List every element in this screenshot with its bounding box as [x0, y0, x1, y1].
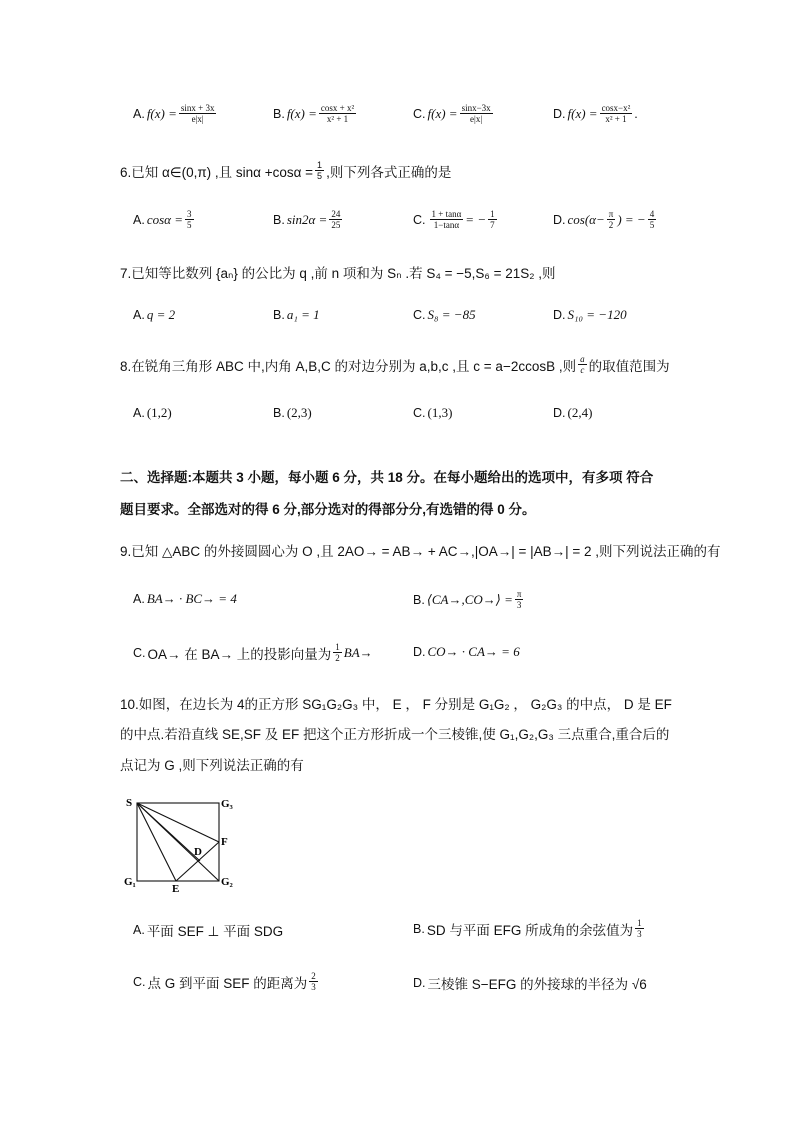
label-f: F [221, 836, 228, 848]
segment-sf [137, 803, 219, 842]
label-d: D [194, 846, 202, 858]
q6-option-a: A. cosα = $\frac{3}{5}$ [133, 209, 192, 230]
section-2-heading-cont: 题目要求。全部选对的得 6 分,部分选对的得部分分,有选错的得 0 分。 [120, 502, 536, 517]
section-2-heading: 二、选择题:本题共 3 小题，每小题 6 分，共 18 分。在每小题给出的选项中，有多项 符合 [120, 470, 654, 485]
segment-se [137, 803, 176, 881]
folded-square-figure [120, 792, 240, 896]
q5-option-a: A. f(x) = $\frac{\sin x + 3x}{e|x|}$ [133, 103, 215, 124]
q10-stem-line-2: 的中点.若沿直线 SE,SF 及 EF 把这个正方形折成一个三棱锥,使 G₁,G₂,G₃ 三点重合,重合后的 [120, 727, 670, 742]
q5-option-c: C. f(x) = $\frac{\sin x-3x}{e|x|}$ [413, 103, 491, 124]
q7-option-c: C. S₈ = −85 [413, 307, 476, 322]
q10-option-d: D. 三棱锥 S−EFG 的外接球的半径为 √6 [413, 976, 647, 992]
q7-option-d: D. S₁₀ = −120 [553, 307, 627, 322]
q5-option-b: B. f(x) = $\frac{\text{cosx + x²}}{\text{x² + 1}}$ [273, 103, 355, 124]
q9-option-c: C. OA→ 在 BA→ 上的投影向量为 $\frac{1}{2}$ BA→ [133, 642, 373, 663]
q9-option-d: D. CO→ · CA→ = 6 [413, 644, 520, 659]
label-g3: G₃ [221, 798, 233, 810]
q7-stem: 7.已知等比数列 {aₙ} 的公比为 q ,前 n 项和为 Sₙ .若 S₄ = −5,S₆ = 21S₂ ,则 [120, 266, 556, 281]
label-g1: G₁ [124, 876, 136, 888]
q10-option-b: B. SD 与平面 EFG 所成角的余弦值为 $\frac{1}{3}$ [413, 918, 642, 939]
q10-stem-line-1: 10.如图，在边长为 4的正方形 SG₁G₂G₃ 中， E ， F 分别是 G₁G₂ ， G₂G₃ 的中点， D 是 EF [120, 697, 672, 712]
q9-option-a: A. BA→ · BC→ = 4 [133, 591, 237, 606]
q8-option-d: D. (2,4) [553, 405, 593, 420]
label-e: E [172, 883, 180, 895]
q10-stem-line-3: 点记为 G ,则下列说法正确的有 [120, 758, 304, 773]
q6-stem: 6.已知 α∈(0,π) ,且 sinα +cosα = $\frac{1}{5}$ ,则下列各式正确的是 [120, 160, 452, 181]
q8-option-a: A. (1,2) [133, 405, 172, 420]
label-s: S [126, 797, 133, 809]
q6-option-d: D. cos(α− $\frac{\pi}{2}$ ) = − $\frac{4}{5}$ [553, 209, 655, 230]
q5-option-d: D. f(x) = $\frac{\text{cosx−x²}}{\text{x² + 1}}$ . [553, 103, 638, 124]
q7-option-b: B. a₁ = 1 [273, 307, 320, 322]
q7-option-a: A. q = 2 [133, 307, 176, 322]
q9-option-b: B. ⟨CA→,CO→⟩ = $\frac{\pi}{3}$ [413, 589, 522, 610]
q10-option-c: C. 点 G 到平面 SEF 的距离为 $\frac{2}{3}$ [133, 971, 316, 992]
segment-sd [137, 803, 200, 861]
q8-option-b: B. (2,3) [273, 405, 312, 420]
q10-option-a: A. 平面 SEF ⊥ 平面 SDG [133, 923, 284, 939]
q8-stem: 8.在锐角三角形 ABC 中,内角 A,B,C 的对边分别为 a,b,c ,且 c = a−2ccosB ,则 $\frac{a}{c}$ 的取值范围为 [120, 354, 670, 375]
q6-option-b: B. sin2α = $\frac{24}{25}$ [273, 209, 341, 230]
q6-option-c: C. $\frac{1 + \tan\alpha}{1-\tan\alpha}$ = − $\frac{1}{7}$ [413, 209, 495, 230]
q8-option-c: C. (1,3) [413, 405, 453, 420]
label-g2: G₂ [221, 876, 233, 888]
q9-stem: 9.已知 △ABC 的外接圆圆心为 O ,且 2AO→ = AB→ + AC→,|OA→| = |AB→| = 2 ,则下列说法正确的有 [120, 544, 721, 559]
